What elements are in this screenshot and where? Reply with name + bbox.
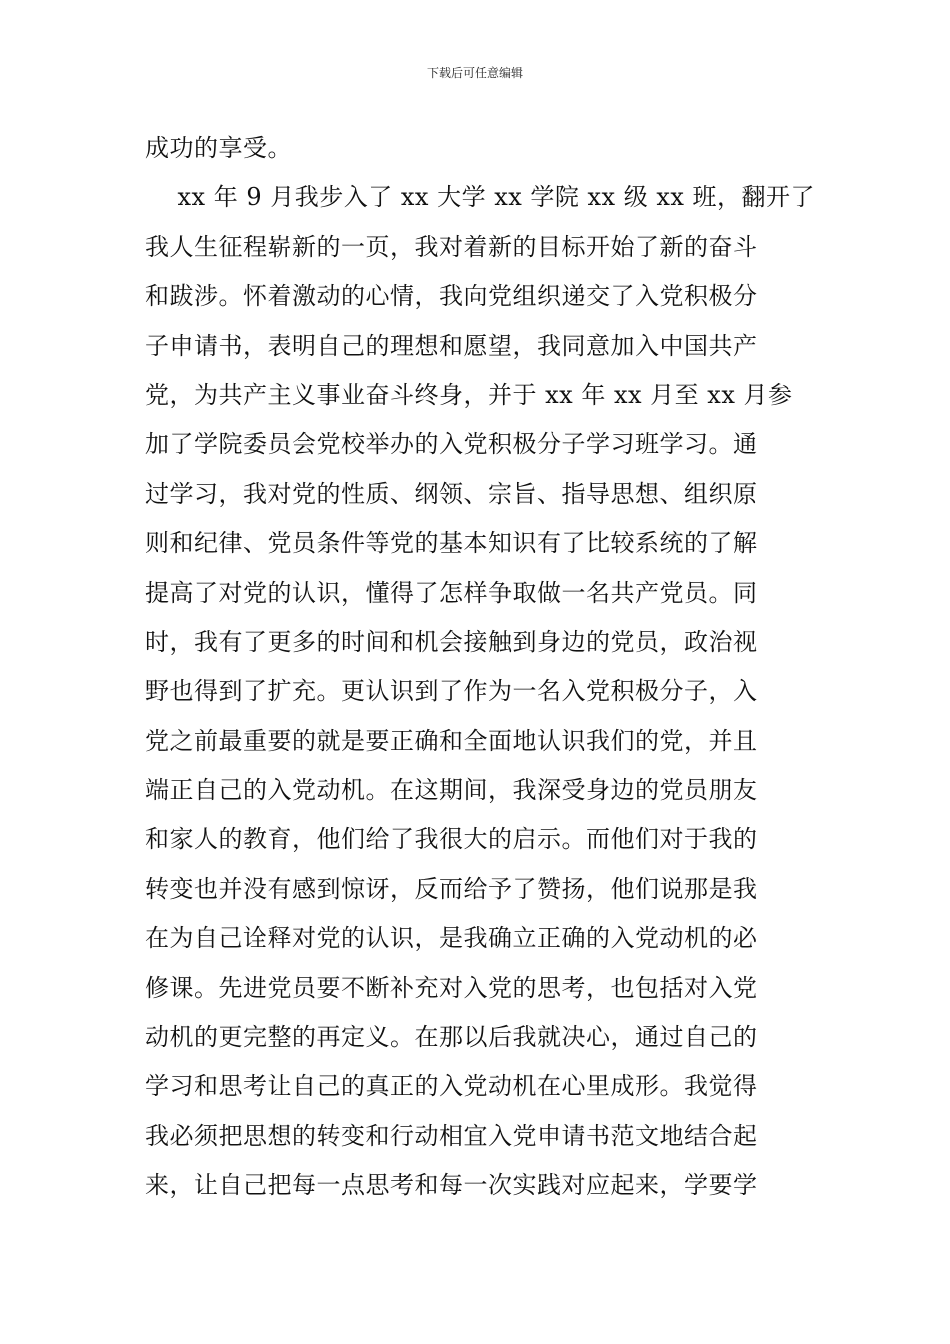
text-line: 学习和思考让自己的真正的入党动机在心里成形。我觉得 — [145, 1072, 758, 1101]
text-line: 我人生征程崭新的一页，我对着新的目标开始了新的奋斗 — [145, 232, 758, 261]
text-line: 和家人的教育，他们给了我很大的启示。而他们对于我的 — [145, 825, 758, 854]
text-line: 修课。先进党员要不断补充对入党的思考，也包括对入党 — [145, 973, 758, 1002]
text-line: 党之前最重要的就是要正确和全面地认识我们的党，并且 — [145, 726, 758, 755]
text-line: 提高了对党的认识，懂得了怎样争取做一名共产党员。同 — [145, 578, 758, 607]
text-line: xx 年 9 月我步入了 xx 大学 xx 学院 xx 级 xx 班，翻开了 — [145, 183, 815, 212]
text-line: 和跋涉。怀着激动的心情，我向党组织递交了入党积极分 — [145, 282, 758, 311]
text-line: 党，为共产主义事业奋斗终身，并于 xx 年 xx 月至 xx 月参 — [145, 380, 793, 409]
text-line: 时，我有了更多的时间和机会接触到身边的党员，政治视 — [145, 627, 758, 656]
text-line: 来，让自己把每一点思考和每一次实践对应起来，学要学 — [145, 1171, 758, 1200]
text-line: 成功的享受。 — [145, 134, 292, 162]
text-line: 加了学院委员会党校举办的入党积极分子学习班学习。通 — [145, 430, 758, 459]
text-line: 则和纪律、党员条件等党的基本知识有了比较系统的了解 — [145, 529, 758, 558]
text-line: 在为自己诠释对党的认识，是我确立正确的入党动机的必 — [145, 924, 758, 953]
text-line: 转变也并没有感到惊讶，反而给予了赞扬，他们说那是我 — [145, 874, 758, 903]
page-header: 下载后可任意编辑 — [426, 66, 523, 80]
text-line: 动机的更完整的再定义。在那以后我就决心，通过自己的 — [145, 1023, 758, 1052]
text-line: 端正自己的入党动机。在这期间，我深受身边的党员朋友 — [145, 776, 758, 805]
text-line: 过学习，我对党的性质、纲领、宗旨、指导思想、组织原 — [145, 479, 758, 508]
text-line: 野也得到了扩充。更认识到了作为一名入党积极分子，入 — [145, 677, 758, 706]
text-line: 我必须把思想的转变和行动相宜入党申请书范文地结合起 — [145, 1121, 758, 1150]
document-body — [145, 124, 815, 1211]
text-line: 子申请书，表明自己的理想和愿望，我同意加入中国共产 — [145, 331, 758, 360]
